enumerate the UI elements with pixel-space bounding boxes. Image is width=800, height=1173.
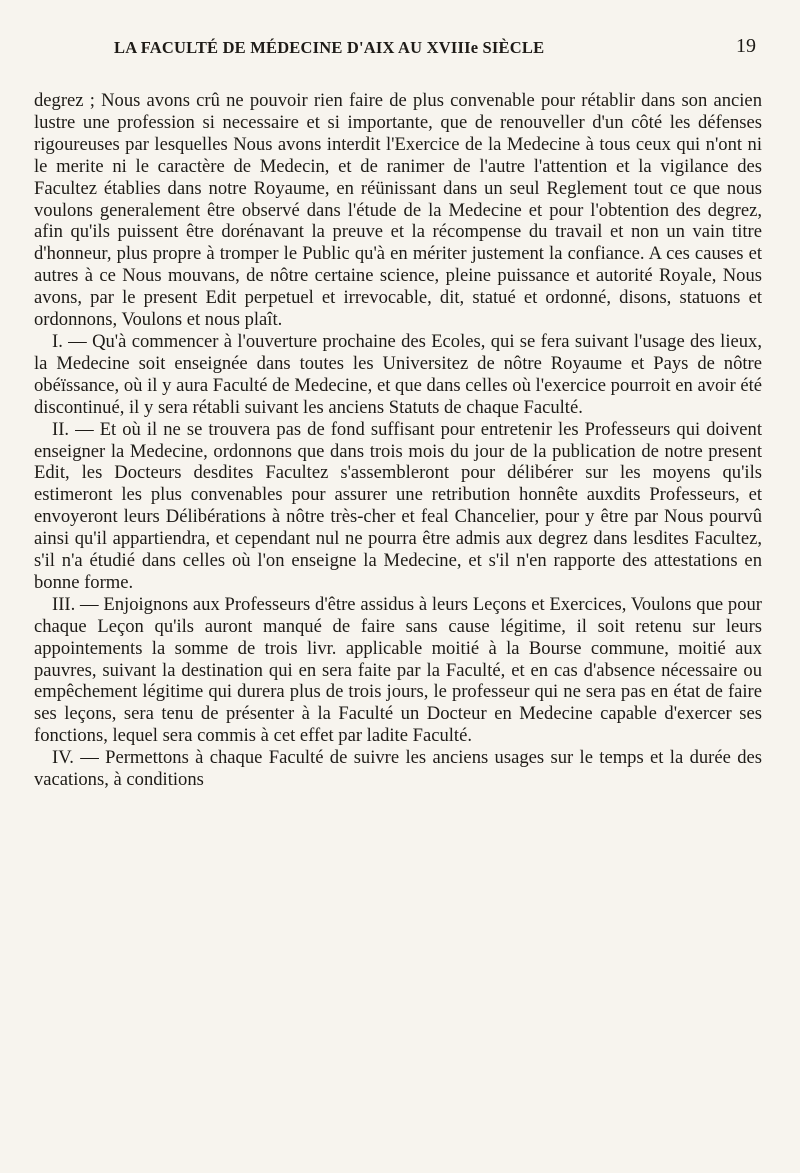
paragraph-article-4: IV. — Permettons à chaque Faculté de suivre les anciens usages sur le temps et la durée des vacations, à conditions	[34, 747, 762, 791]
paragraph-article-2: II. — Et où il ne se trouvera pas de fond suffisant pour entretenir les Professeurs qui doivent enseigner la Medecine, ordonnons que dans trois mois du jour de la publication de notre present Edit, les Docteurs desdites Facultez s'assembleront pour délibérer sur les moyens qu'ils estimeront les plus convenables pour assurer une retribution honnête auxdits Professeurs, et envoyeront leurs Délibérations à nôtre très-cher et feal Chancelier, pour y être par Nous pourvû ainsi qu'il appartiendra, et cependant nul ne pourra être admis aux degrez dans lesdites Facultez, s'il n'a étudié dans celles où l'on enseigne la Medecine, et s'il n'en rapporte des attestations en bonne forme.	[34, 418, 762, 593]
body-text	[34, 90, 762, 791]
paragraph-preamble: degrez ; Nous avons crû ne pouvoir rien faire de plus convenable pour rétablir dans son ancien lustre une profession si necessaire et si importante, que de renouveller d'un côté les défenses rigoureuses par lesquelles Nous avons interdit l'Exercice de la Medecine à tous ceux qui n'ont ni le merite ni le caractère de Medecin, et de ranimer de l'autre l'attention et la vigilance des Facultez établies dans notre Royaume, en réünissant dans un seul Reglement tout ce que nous voulons generalement être observé dans l'étude de la Medecine et pour l'obtention des degrez, afin qu'ils puissent être dorénavant la preuve et la récompense du travail et non un vain titre d'honneur, plus propre à tromper le Public qu'à en mériter justement la confiance. A ces causes et autres à ce Nous mouvans, de nôtre certaine science, pleine puissance et autorité Royale, Nous avons, par le present Edit perpetuel et irrevocable, dit, statué et ordonné, disons, statuons et ordonnons, Voulons et nous plaît.	[34, 90, 762, 331]
paragraph-article-1: I. — Qu'à commencer à l'ouverture prochaine des Ecoles, qui se fera suivant l'usage des lieux, la Medecine soit enseignée dans toutes les Universitez de nôtre Royaume et Pays de nôtre obéïssance, où il y aura Faculté de Medecine, et que dans celles où l'exercice pourroit en avoir été discontinué, il y sera rétabli suivant les anciens Statuts de chaque Faculté.	[34, 330, 762, 418]
running-title: LA FACULTÉ DE MÉDECINE D'AIX AU XVIIIe SIÈCLE	[114, 38, 545, 57]
paragraph-article-3: III. — Enjoignons aux Professeurs d'être assidus à leurs Leçons et Exercices, Voulons que pour chaque Leçon qu'ils auront manqué de faire sans cause légitime, il soit retenu sur leurs appointements la somme de trois livr. applicable moitié à la Bourse commune, moitié aux pauvres, suivant la destination qui en sera faite par la Faculté, et en cas d'absence nécessaire ou empêchement légitime qui durera plus de trois jours, le professeur qui ne sera pas en état de faire ses leçons, sera tenu de présenter à la Faculté un Docteur en Medecine capable d'exercer ses fonctions, lequel sera commis à cet effet par ladite Faculté.	[34, 593, 762, 747]
running-header	[34, 35, 762, 78]
page-number: 19	[736, 35, 756, 57]
